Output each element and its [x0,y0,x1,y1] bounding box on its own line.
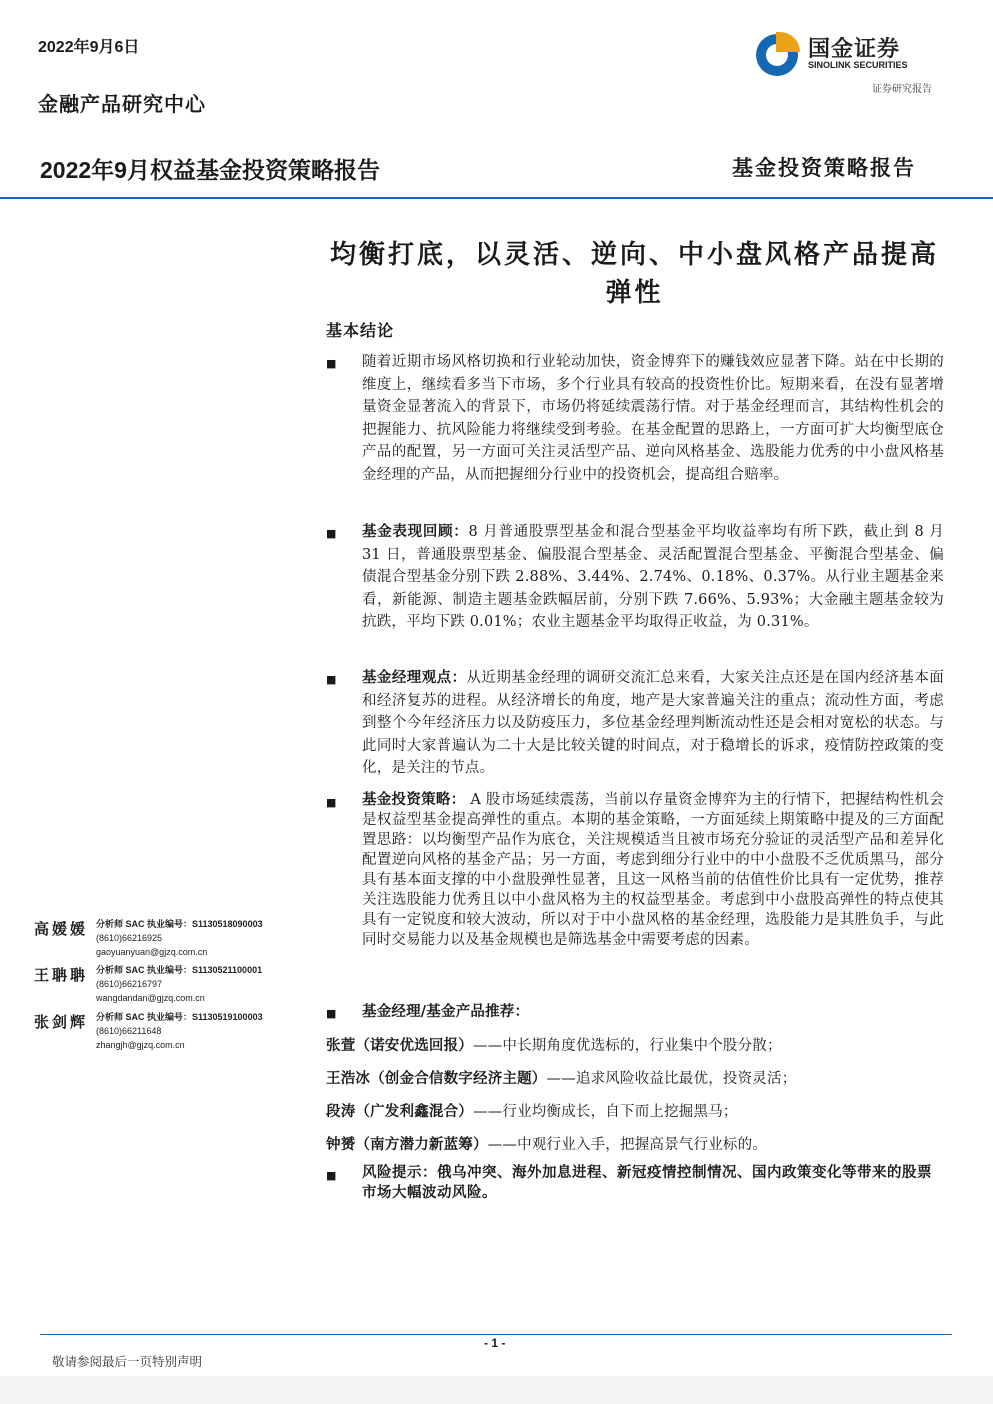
rec-desc: ——行业均衡成长，自下而上挖掘黑马； [473,1104,738,1120]
paragraph-fund-review [362,521,944,634]
header-divider [0,197,993,199]
research-center: 金融产品研究中心 [38,92,206,116]
recommendation-item [326,1100,738,1121]
bullet-square-icon: ■ [326,796,337,809]
analyst-email[interactable]: wangdandan@gjzq.com.cn [96,993,205,1003]
section-title: 基本结论 [326,321,395,340]
rec-desc: ——中长期角度优选标的，行业集中个股分散； [473,1038,782,1054]
report-title: 2022年9月权益基金投资策略报告 [40,157,380,183]
risk-warning: 风险提示：俄乌冲突、海外加息进程、新冠疫情控制情况、国内政策变化等带来的股票市场大幅波动风险。 [362,1164,932,1201]
analyst-email[interactable]: zhangjh@gjzq.com.cn [96,1040,185,1050]
footer-divider [40,1334,952,1335]
report-date: 2022年9月6日 [38,39,140,56]
bullet-square-icon: ■ [326,673,337,686]
analyst-name: 张剑辉 [34,1013,89,1031]
analyst-cert: 分析师 SAC 执业编号：S1130518090003 [96,919,263,929]
analyst-phone: (8610)66216925 [96,933,163,943]
rec-name: 张萱（诺安优选回报） [326,1037,473,1054]
analyst-name: 高媛媛 [34,920,89,938]
paragraph-manager-views [362,667,944,780]
logo-swoosh-icon [776,32,800,52]
paragraph-intro: 随着近期市场风格切换和行业轮动加快，资金博弈下的赚钱效应显著下降。站在中长期的维度上，继续看多当下市场，多个行业具有较高的投资性价比。短期来看，在没有显著增量资金显著流入的背景下，市场仍将延续震荡行情。对于基金经理而言，其结构性机会的把握能力、抗风险能力将继续受到考验。在基金配置的思路上，一方面可扩大均衡型底仓产品的配置，另一方面可关注灵活型产品、逆向风格基金、选股能力优秀的中小盘风格基金经理的产品，从而把握细分行业中的投资机会，提高组合赔率。 [362,354,944,483]
recommendation-item [326,1067,796,1088]
rec-name: 段涛（广发利鑫混合） [326,1103,473,1120]
logo-en: SINOLINK SECURITIES [808,60,908,70]
analyst-info [96,917,263,959]
analyst-cert: 分析师 SAC 执业编号：S1130519100003 [96,1012,263,1022]
bullet-square-icon: ■ [326,527,337,540]
main-title: 均衡打底，以灵活、逆向、中小盘风格产品提高弹性 [329,240,939,308]
analyst-info [96,1010,263,1052]
recommendation-item [326,1133,767,1154]
logo-cn: 国金证券 [808,37,901,62]
analyst-phone: (8610)66216797 [96,979,163,989]
analyst-cert: 分析师 SAC 执业编号：S1130521100001 [96,965,263,975]
analyst-info [96,963,262,1005]
sinolink-logo [756,32,946,82]
strategy-label: 基金投资策略： [362,791,466,808]
paragraph-strategy [362,790,944,950]
disclaimer-note: 敬请参阅最后一页特别声明 [52,1354,203,1369]
rec-name: 王浩冰（创金合信数字经济主题） [326,1070,547,1087]
fund-review-label: 基金表现回顾： [362,523,469,540]
bullet-square-icon: ■ [326,357,337,370]
rec-desc: ——中观行业入手，把握高景气行业标的。 [487,1137,768,1153]
fund-review-text: 8 月普通股票型基金和混合型基金平均收益率均有所下跌，截止到 8 月 31 日，普通股票型基金、偏股混合型基金、灵活配置混合型基金、平衡混合型基金、偏债混合型基金分别下跌 2.88%、3.44%、2.74%、0.18%、0.37%。从行业主题基金来看，新能源、制造主题基金跌幅居前，分别下跌 7.66%、5.93%；大金融主题基金较为抗跌，平均下跌 0.01%；农业主题基金平均取得正收益，为 0.31%。 [362,524,944,631]
footer-band [0,1376,993,1404]
strategy-text: A 股市场延续震荡，当前以存量资金博弈为主的行情下，把握结构性机会是权益型基金提高弹性的重点。本期的基金策略，一方面延续上期策略中提及的三方面配置思路：以均衡型产品作为底仓，关注规模适当且被市场充分验证的灵活型产品和差异化配置逆向风格的基金产品；另一方面，考虑到细分行业中的中小盘股不乏优质黑马，部分具有基本面支撑的中小盘股弹性显著，且这一风格当前的估值性价比具有一定优势，推荐关注选股能力优秀且以中小盘风格为主的权益型基金。考虑到中小盘股高弹性的特点使其具有一定锐度和较大波动，所以对于中小盘风格的基金经理，选股能力是其胜负手，与此同时交易能力以及基金规模也是筛选基金中需要考虑的因素。 [362,792,944,948]
logo-subtitle: 证券研究报告 [872,84,932,95]
analyst-email[interactable]: gaoyuanyuan@gjzq.com.cn [96,947,208,957]
manager-views-label: 基金经理观点： [362,669,467,686]
analyst-phone: (8610)66211648 [96,1026,162,1036]
rec-desc: ——追求风险收益比最优，投资灵活； [546,1071,797,1087]
report-type: 基金投资策略报告 [732,155,916,180]
page-number: - 1 - [484,1336,506,1350]
recommendation-item [326,1034,782,1055]
analyst-name: 王聃聃 [34,966,89,984]
bullet-square-icon: ■ [326,1007,337,1020]
manager-views-text: 从近期基金经理的调研交流汇总来看，大家关注点还是在国内经济基本面和经济复苏的进程。从经济增长的角度，地产是大家普遍关注的重点；流动性方面，考虑到整个今年经济压力以及防疫压力，多位基金经理判断流动性还是会相对宽松的状态。与此同时大家普遍认为二十大是比较关键的时间点，对于稳增长的诉求，疫情防控政策的变化，是关注的节点。 [362,670,944,777]
rec-name: 钟赟（南方潜力新蓝筹） [326,1136,488,1153]
recommend-heading: 基金经理/基金产品推荐： [362,1003,530,1020]
bullet-square-icon: ■ [326,1169,337,1182]
